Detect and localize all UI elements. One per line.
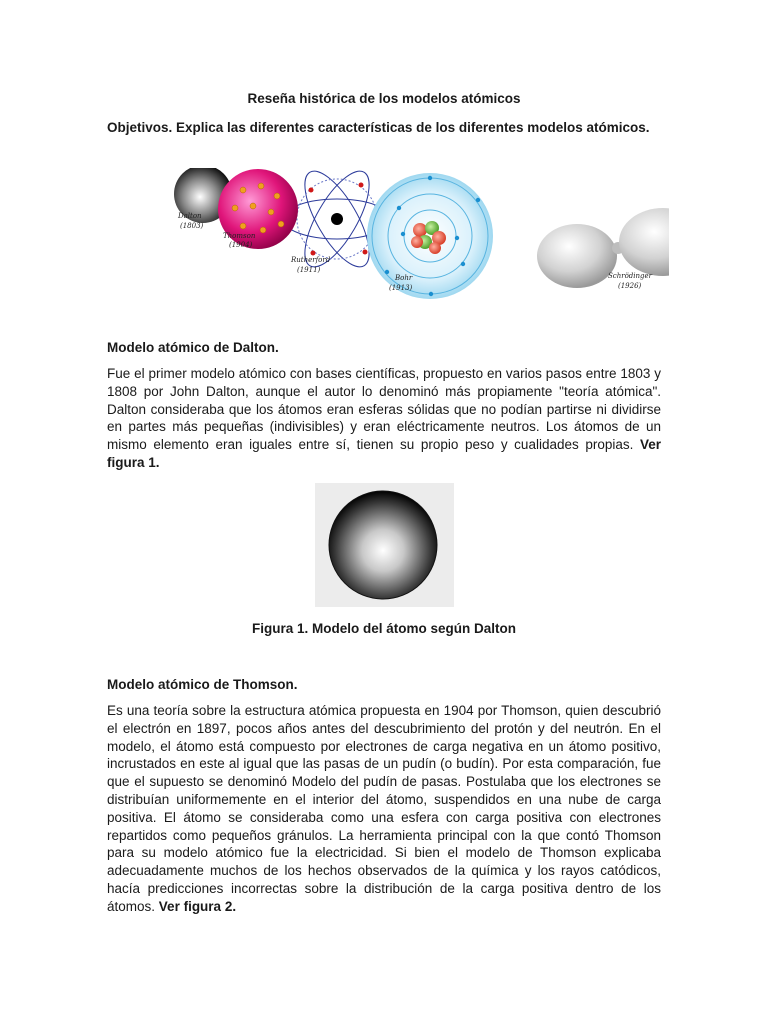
thomson-paragraph-text: Es una teoría sobre la estructura atómica propuesta en 1904 por Thomson, quien descubrió el electrón en 1897, pocos años antes del descubrimiento del protón y del neutrón. En el modelo, el átomo está compuesto por electrones de carga negativa en un átomo positivo, incrustados en este al igual que las pasas de un pudín (o budín). Por esta comparación, fue que el supuesto se denominó Modelo del pudín de pasas. Postulaba que los electrones se distribuían uniformemente en el interior del átomo, suspendidos en una nube de carga positiva. El átomo se consideraba como una esfera con carga positiva con electrones repartidos como pequeños gránulos. La herramienta principal con la que contó Thomson para su modelo atómico fue la electricidad. Si bien el modelo de Thomson explicaba adecuadamente muchos de los hechos observados de la química y los rayos catódicos, hacía predicciones incorrectas sobre la distribución de la carga positiva dentro de los átomos. [107,703,661,914]
objectives-paragraph [107,119,661,137]
atomic-models-figure [173,168,669,302]
schrodinger-year: (1926) [618,282,642,290]
dalton-figure-ref: Ver figura 1. [107,437,661,470]
thomson-figure-ref: Ver figura 2. [158,898,237,914]
objectives-label: Objetivos. [107,120,173,135]
bohr-atom [367,173,493,299]
thomson-heading: Modelo atómico de Thomson. [107,677,298,692]
dalton-year: (1803) [180,222,204,230]
dalton-heading: Modelo atómico de Dalton. [107,340,279,355]
bohr-year: (1913) [389,284,413,292]
rutherford-label: Rutherford [291,256,331,264]
dalton-paragraph-text: Fue el primer modelo atómico con bases científicas, propuesto en varios pasos entre 1803 y 1808 por John Dalton, aunque el autor lo denominó más propiamente "teoría atómica". Dalton consideraba que los átomos eran esferas sólidas que no podían partirse ni dividirse en partes más pequeñas (indivisibles) y eran eléctricamente neutros. Los átomos de un mismo elemento eran iguales entre sí, tienen su propio peso y cualidades propias. [107,366,661,453]
figure-1 [315,483,454,607]
rutherford-year: (1911) [297,266,321,274]
figure-1-caption: Figura 1. Modelo del átomo según Dalton [251,621,516,636]
dalton-paragraph [107,365,661,472]
thomson-year: (1904) [229,241,253,249]
bohr-label: Bohr [395,274,413,282]
thomson-paragraph [107,702,661,916]
dalton-sphere-figure [315,483,454,607]
schrodinger-label: Schrödinger [608,272,652,280]
thomson-label: Thomson [223,232,256,240]
objectives-text: Explica las diferentes características de los diferentes modelos atómicos. [176,120,650,135]
dalton-label: Dalton [178,212,202,220]
document-title: Reseña histórica de los modelos atómicos [247,91,521,106]
